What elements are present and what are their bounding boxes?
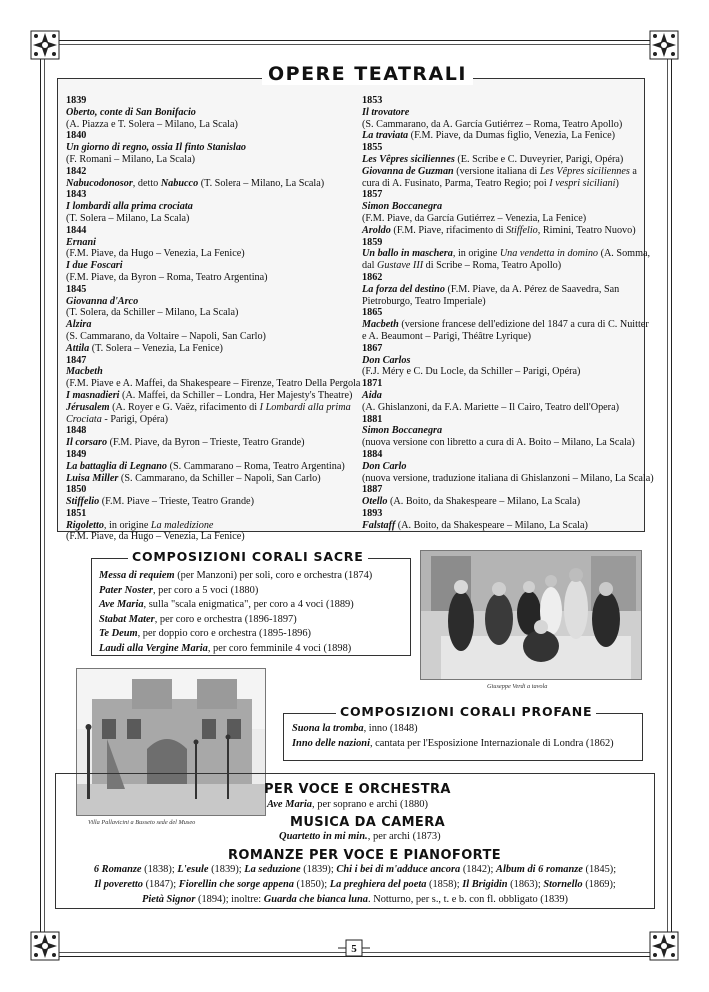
corali-profane-title: COMPOSIZIONI CORALI PROFANE	[336, 704, 596, 719]
opera-entry-line: 1893	[362, 507, 383, 519]
opera-entry-line: (nuova versione con libretto a cura di A. Boito – Milano, La Scala)	[362, 437, 635, 449]
opera-entry-line: Attila (T. Solera – Venezia, La Fenice)	[66, 342, 223, 354]
photo-caption-verdi: Giuseppe Verdi a tavola	[487, 683, 548, 690]
opera-entry-line: (F. Romani – Milano, La Scala)	[66, 153, 196, 165]
opera-entry-line: 1844	[66, 224, 87, 236]
work-entry: Stabat Mater, per coro e orchestra (1896-1897)	[99, 613, 297, 625]
opera-entry-line: I lombardi alla prima crociata	[66, 201, 193, 213]
romanze-title: ROMANZE PER VOCE E PIANOFORTE	[228, 848, 502, 863]
opera-entry-line: 1843	[66, 189, 87, 201]
corner-ornament-icon	[649, 30, 679, 60]
per-voce-orchestra-title: PER VOCE E ORCHESTRA	[264, 782, 451, 797]
opera-entry-line: 1871	[362, 378, 383, 390]
opera-entry-line: (T. Solera – Milano, La Scala)	[66, 212, 190, 224]
romanze-line: Pietà Signor (1894); inoltre: Guarda che bianca luna. Notturno, per s., t. e b. con fl. obbligato (1839)	[141, 894, 568, 905]
musica-da-camera-line: Quartetto in mi min., per archi (1873)	[279, 831, 441, 842]
opera-entry-line: 1881	[362, 413, 383, 425]
opera-entry-line: (F.M. Piave, da Hugo – Venezia, La Fenice)	[66, 248, 245, 260]
opera-entry-line: 1867	[362, 342, 383, 354]
opere-column-right	[362, 95, 654, 531]
opera-entry-line: Simon Boccanegra	[362, 425, 443, 437]
opera-entry-line: Aroldo (F.M. Piave, rifacimento di Stiffelio, Rimini, Teatro Nuovo)	[362, 224, 636, 236]
opera-entry-line: Un ballo in maschera, in origine Una vendetta in domino (A. Somma,	[362, 248, 651, 260]
opera-entry-line: 1848	[66, 425, 87, 437]
musica-da-camera-title: MUSICA DA CAMERA	[290, 815, 446, 830]
opera-entry-line: 1884	[362, 448, 383, 460]
opera-entry-line: 1851	[66, 507, 87, 519]
romanze-line: Il poveretto (1847); Fiorellin che sorge appena (1850); La preghiera del poeta (1858); Il Brigidin (1863); Stornello (1869);	[94, 879, 616, 890]
opera-entry-line: Simon Boccanegra	[362, 201, 443, 213]
opera-entry-line: Crociata - Parigi, Opéra)	[66, 413, 169, 425]
opera-entry-line: Giovanna d'Arco	[66, 295, 139, 307]
work-entry: Pater Noster, per coro a 5 voci (1880)	[99, 584, 259, 596]
opera-entry-line: 1855	[362, 142, 383, 154]
page-number: 5	[351, 943, 357, 955]
opera-entry-line: Macbeth (versione francese dell'edizione del 1847 a cura di C. Nuitter	[362, 319, 649, 331]
opera-entry-line: Ernani	[66, 236, 97, 248]
opera-entry-line: Nabucodonosor, detto Nabucco (T. Solera – Milano, La Scala)	[66, 177, 325, 189]
opera-entry-line: 1845	[66, 283, 87, 295]
opera-entry-line: e A. Beaumont – Parigi, Théâtre Lyrique)	[362, 330, 531, 342]
opera-entry-line: 1853	[362, 95, 383, 106]
work-entry: Laudi alla Vergine Maria, per coro femminile 4 voci (1898)	[99, 642, 352, 654]
opera-entry-line: (F.J. Méry e C. Du Locle, da Schiller – Parigi, Opéra)	[362, 366, 581, 378]
opera-entry-line: Macbeth	[66, 366, 103, 378]
opera-entry-line: (F.M. Piave, da García Gutiérrez – Venezia, La Fenice)	[362, 212, 587, 224]
opera-entry-line: 1847	[66, 354, 87, 366]
opera-entry-line: Luisa Miller (S. Cammarano, da Schiller – Napoli, San Carlo)	[66, 472, 321, 484]
opera-entry-line: Jérusalem (A. Royer e G. Vaëz, rifacimento di I Lombardi alla prima	[66, 401, 351, 413]
opera-entry-line: Falstaff (A. Boito, da Shakespeare – Milano, La Scala)	[362, 519, 588, 531]
opera-entry-line: 1887	[362, 484, 383, 496]
opera-entry-line: Giovanna de Guzman (versione italiana di Les Vêpres siciliennes a	[362, 165, 637, 177]
opere-column-left	[66, 95, 361, 543]
opera-entry-line: Stiffelio (F.M. Piave – Trieste, Teatro Grande)	[66, 496, 254, 508]
opera-entry-line: Les Vêpres siciliennes (E. Scribe e C. Duveyrier, Parigi, Opéra)	[362, 153, 624, 165]
per-voce-orchestra-line: Ave Maria, per soprano e archi (1880)	[267, 799, 429, 810]
opera-entry-line: Aida	[362, 389, 382, 401]
opera-entry-line: Oberto, conte di San Bonifacio	[66, 106, 196, 118]
corner-ornament-icon	[30, 30, 60, 60]
opera-entry-line: Il corsaro (F.M. Piave, da Byron – Trieste, Teatro Grande)	[66, 437, 305, 449]
opera-entry-line: (S. Cammarano, da A. García Gutiérrez – Roma, Teatro Apollo)	[362, 118, 623, 130]
opera-entry-line: Don Carlo	[362, 460, 407, 472]
opera-entry-line: (A. Ghislanzoni, da F.A. Mariette – Il Cairo, Teatro dell'Opera)	[362, 401, 619, 413]
opera-entry-line: dal Gustave III di Scribe – Roma, Teatro Apollo)	[362, 260, 562, 272]
opera-entry-line: (A. Piazza e T. Solera – Milano, La Scala)	[66, 118, 238, 130]
opera-entry-line: Il trovatore	[362, 106, 410, 118]
corali-sacre-list	[99, 569, 372, 656]
opera-entry-line: (F.M. Piave e A. Maffei, da Shakespeare – Firenze, Teatro Della Pergola	[66, 378, 361, 390]
opera-entry-line: 1862	[362, 271, 383, 283]
opera-entry-line: 1849	[66, 448, 87, 460]
opera-entry-line: (nuova versione, traduzione italiana di Ghislanzoni – Milano, La Scala)	[362, 472, 654, 484]
page-number-badge	[338, 938, 370, 958]
opere-teatrali-title: OPERE TEATRALI	[262, 63, 473, 85]
work-entry: Te Deum, per doppio coro e orchestra (1895-1896)	[99, 628, 312, 639]
opera-entry-line: (F.M. Piave, da Hugo – Venezia, La Fenice)	[66, 531, 245, 543]
work-entry: Suona la tromba, inno (1848)	[292, 723, 418, 734]
opera-entry-line: Rigoletto, in origine La maledizione	[66, 519, 214, 531]
opera-entry-line: Alzira	[66, 319, 92, 331]
corner-ornament-icon	[30, 931, 60, 961]
opera-entry-line: Don Carlos	[362, 354, 411, 366]
opera-entry-line: (T. Solera, da Schiller – Milano, La Scala)	[66, 307, 239, 319]
work-entry: Inno delle nazioni, cantata per l'Esposizione Internazionale di Londra (1862)	[292, 738, 614, 749]
opera-entry-line: La traviata (F.M. Piave, da Dumas figlio, Venezia, La Fenice)	[362, 130, 616, 142]
opera-entry-line: 1850	[66, 484, 87, 496]
opera-entry-line: 1859	[362, 236, 383, 248]
corali-profane-list	[292, 721, 614, 751]
opera-entry-line: I due Foscari	[66, 260, 123, 272]
opera-entry-line: 1839	[66, 95, 87, 106]
opera-entry-line: Un giorno di regno, ossia Il finto Stanislao	[66, 142, 247, 154]
work-entry: Messa di requiem (per Manzoni) per soli, coro e orchestra (1874)	[99, 570, 373, 581]
opera-entry-line: Pietroburgo, Teatro Imperiale)	[362, 295, 486, 307]
opera-entry-line: La forza del destino (F.M. Piave, da A. Pérez de Saavedra, San	[362, 283, 620, 295]
opera-entry-line: I masnadieri (A. Maffei, da Schiller – Londra, Her Majesty's Theatre)	[66, 389, 353, 401]
opera-entry-line: 1865	[362, 307, 383, 319]
corali-sacre-title: COMPOSIZIONI CORALI SACRE	[128, 549, 368, 564]
opera-entry-line: 1840	[66, 130, 87, 142]
work-entry: Ave Maria, sulla "scala enigmatica", per coro a 4 voci (1889)	[99, 599, 354, 610]
opera-entry-line: La battaglia di Legnano (S. Cammarano – Roma, Teatro Argentina)	[66, 460, 345, 472]
opera-entry-line: cura di A. Fusinato, Parma, Teatro Regio; poi I vespri siciliani)	[362, 177, 619, 189]
photo-caption-villa: Villa Pallavicini a Busseto sede del Museo	[88, 819, 196, 826]
romanze-line: 6 Romanze (1838); L'esule (1839); La seduzione (1839); Chi i bei di m'adduce ancora (1842); Album di 6 romanze (1845);	[93, 864, 617, 875]
opera-entry-line: Otello (A. Boito, da Shakespeare – Milano, La Scala)	[362, 496, 581, 508]
opera-entry-line: 1857	[362, 189, 383, 201]
corner-ornament-icon	[649, 931, 679, 961]
opera-entry-line: (S. Cammarano, da Voltaire – Napoli, San Carlo)	[66, 330, 266, 342]
photo-verdi-at-table	[420, 550, 642, 680]
opera-entry-line: 1842	[66, 165, 87, 177]
opera-entry-line: (F.M. Piave, da Byron – Roma, Teatro Argentina)	[66, 271, 268, 283]
